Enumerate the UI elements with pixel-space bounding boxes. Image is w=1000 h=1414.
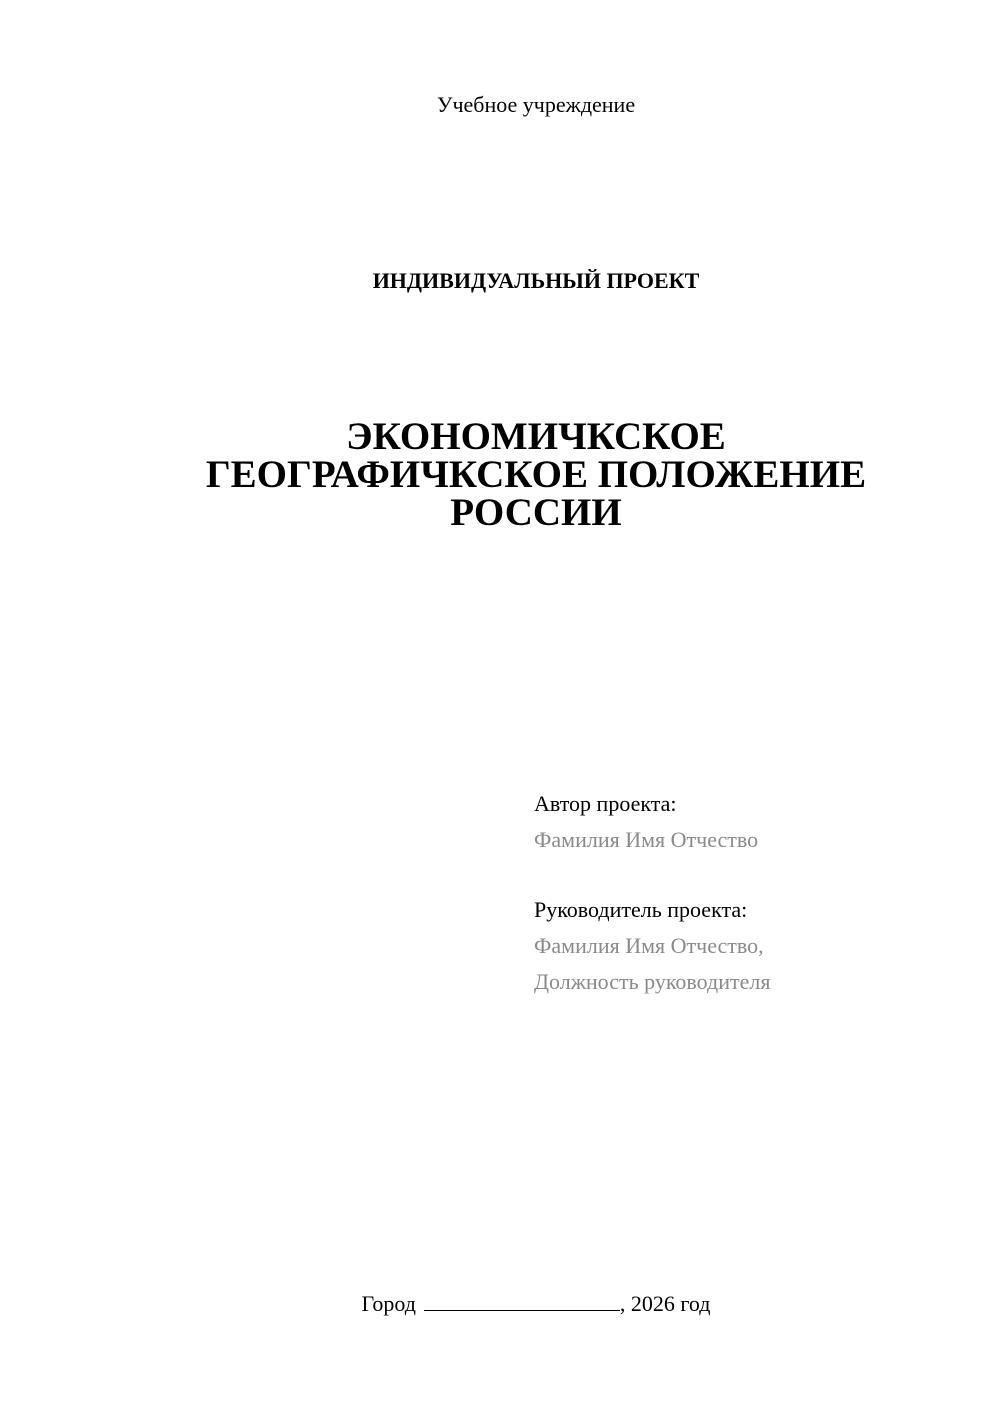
year-text: , 2026 год [619,1291,711,1316]
city-blank-line [424,1288,620,1311]
supervisor-position: Должность руководителя [534,969,771,994]
supervisor-name: Фамилия Имя Отчество, [534,933,764,958]
author-block [534,786,974,858]
project-title-line-1: ЭКОНОМИЧКСКОЕ [346,415,726,458]
project-title-line-2: ГЕОГРАФИЧКСКОЕ ПОЛОЖЕНИЕ [205,453,867,496]
author-name: Фамилия Имя Отчество [534,827,759,852]
city-year-line [0,1288,1000,1320]
project-title-line-3: РОССИИ [450,491,622,534]
document-type: ИНДИВИДУАЛЬНЫЙ ПРОЕКТ [372,268,700,293]
author-label: Автор проекта: [534,791,677,816]
project-title [0,415,1000,534]
institution-name: Учебное учреждение [436,92,636,117]
city-label: Город [361,1291,416,1316]
supervisor-block [534,892,974,1000]
supervisor-label: Руководитель проекта: [534,897,748,922]
